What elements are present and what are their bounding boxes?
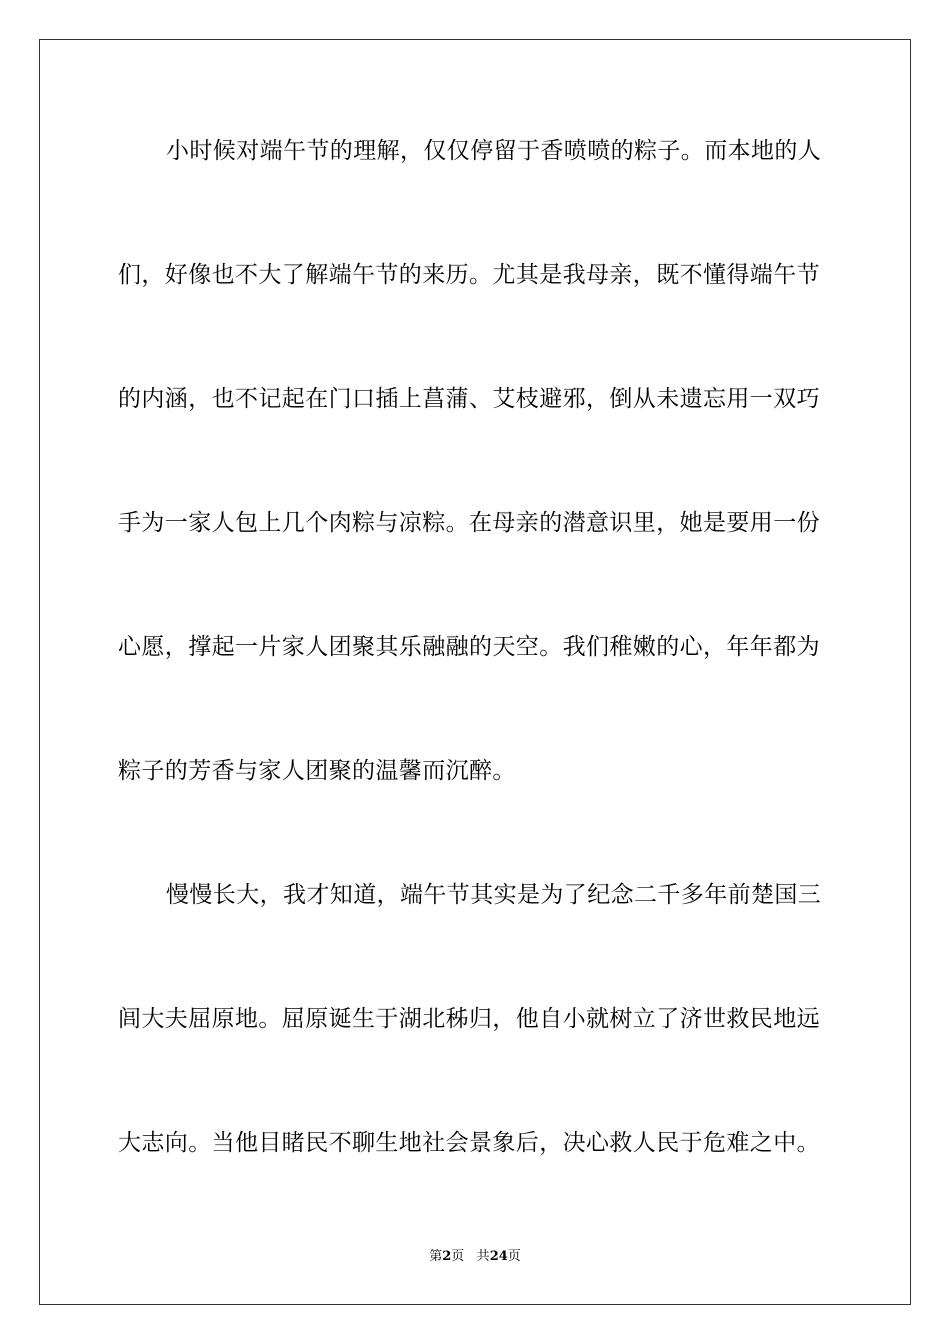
paragraph-1-line-3: 的内涵，也不记起在门口插上菖蒲、艾枝避邪，倒从未遗忘用一双巧 xyxy=(118,386,820,412)
total-pages: 24 xyxy=(489,1249,508,1264)
paragraph-2-line-1: 慢慢长大，我才知道，端午节其实是为了纪念二千多年前楚国三 xyxy=(166,882,822,908)
page-footer xyxy=(0,1248,950,1266)
paragraph-1-line-1: 小时候对端午节的理解，仅仅停留于香喷喷的粽子。而本地的人 xyxy=(166,138,822,164)
page-number: 2 xyxy=(442,1249,452,1264)
paragraph-1-line-2: 们，好像也不大了解端午节的来历。尤其是我母亲，既不懂得端午节 xyxy=(118,262,820,288)
paragraph-1-line-5: 心愿，撑起一片家人团聚其乐融融的天空。我们稚嫩的心，年年都为 xyxy=(118,634,820,660)
paragraph-2-line-3: 大志向。当他目睹民不聊生地社会景象后，决心救人民于危难之中。 xyxy=(118,1130,820,1156)
total-prefix: 共 xyxy=(476,1249,490,1264)
document-body xyxy=(118,126,832,1168)
paragraph-1-line-6: 粽子的芳香与家人团聚的温馨而沉醉。 xyxy=(118,758,516,784)
page-prefix: 第 xyxy=(429,1249,443,1264)
total-suffix: 页 xyxy=(507,1249,521,1264)
page-suffix: 页 xyxy=(451,1249,465,1264)
paragraph-2-line-2: 闾大夫屈原地。屈原诞生于湖北秭归，他自小就树立了济世救民地远 xyxy=(118,1006,820,1032)
paragraph-1-line-4: 手为一家人包上几个肉粽与凉粽。在母亲的潜意识里，她是要用一份 xyxy=(118,510,820,536)
